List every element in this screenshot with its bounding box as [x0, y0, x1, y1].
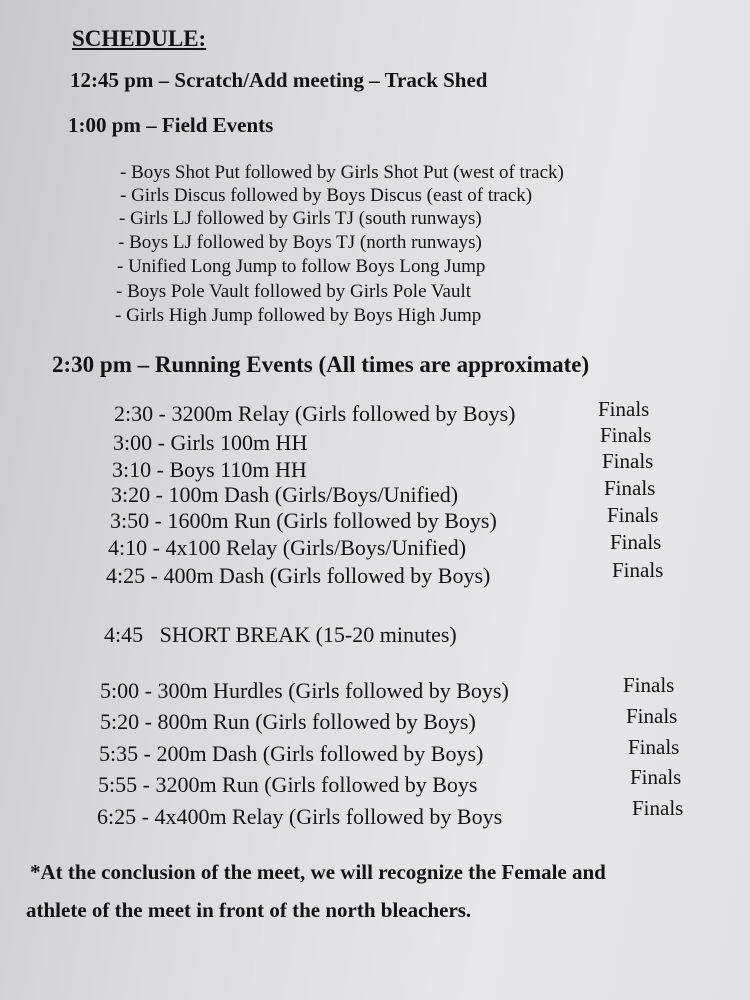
- running-event-item: 6:25 - 4x400m Relay (Girls followed by Boys: [97, 804, 503, 829]
- field-event-item: - Girls LJ followed by Girls TJ (south runways): [119, 208, 482, 229]
- field-event-item: - Girls High Jump followed by Boys High Jump: [115, 305, 482, 326]
- field-events-heading: 1:00 pm – Field Events: [68, 113, 274, 137]
- running-event-item: 3:10 - Boys 110m HH: [112, 457, 307, 482]
- running-event-item: 4:25 - 400m Dash (Girls followed by Boys): [106, 563, 491, 588]
- event-status: Finals: [626, 704, 678, 728]
- running-event-item: 3:00 - Girls 100m HH: [113, 430, 308, 455]
- event-status: Finals: [610, 530, 662, 554]
- running-event-item: 3:20 - 100m Dash (Girls/Boys/Unified): [111, 482, 459, 507]
- field-event-item: - Boys Shot Put followed by Girls Shot Put (west of track): [120, 162, 564, 183]
- event-status: Finals: [607, 503, 659, 527]
- running-event-item: 2:30 - 3200m Relay (Girls followed by Boys): [114, 401, 516, 426]
- running-events-heading: 2:30 pm – Running Events (All times are approximate): [52, 352, 590, 377]
- event-status: Finals: [632, 796, 684, 820]
- running-event-item: 5:55 - 3200m Run (Girls followed by Boys: [98, 772, 478, 797]
- schedule-heading: SCHEDULE:: [72, 26, 207, 51]
- field-event-item: - Unified Long Jump to follow Boys Long Jump: [117, 256, 486, 277]
- running-event-item: 5:35 - 200m Dash (Girls followed by Boys): [99, 741, 484, 766]
- recognition-note: *At the conclusion of the meet, we will recognize the Female and: [30, 860, 606, 884]
- running-event-item: 5:00 - 300m Hurdles (Girls followed by Boys): [100, 678, 509, 703]
- running-event-item: 3:50 - 1600m Run (Girls followed by Boys): [110, 508, 497, 533]
- short-break-line: 4:45 SHORT BREAK (15-20 minutes): [104, 622, 457, 647]
- recognition-note-continued: athlete of the meet in front of the north bleachers.: [26, 898, 472, 922]
- meeting-line: 12:45 pm – Scratch/Add meeting – Track Shed: [70, 68, 488, 92]
- field-event-item: - Boys LJ followed by Boys TJ (north runways): [118, 232, 482, 253]
- event-status: Finals: [612, 558, 664, 582]
- event-status: Finals: [602, 449, 654, 473]
- event-status: Finals: [623, 673, 675, 697]
- running-event-item: 5:20 - 800m Run (Girls followed by Boys): [100, 709, 476, 734]
- event-status: Finals: [600, 423, 652, 447]
- field-event-item: - Boys Pole Vault followed by Girls Pole Vault: [116, 281, 472, 302]
- running-event-item: 4:10 - 4x100 Relay (Girls/Boys/Unified): [108, 535, 467, 560]
- field-event-item: - Girls Discus followed by Boys Discus (east of track): [120, 185, 533, 206]
- event-status: Finals: [630, 765, 682, 789]
- event-status: Finals: [598, 397, 650, 421]
- event-status: Finals: [628, 735, 680, 759]
- event-status: Finals: [604, 476, 656, 500]
